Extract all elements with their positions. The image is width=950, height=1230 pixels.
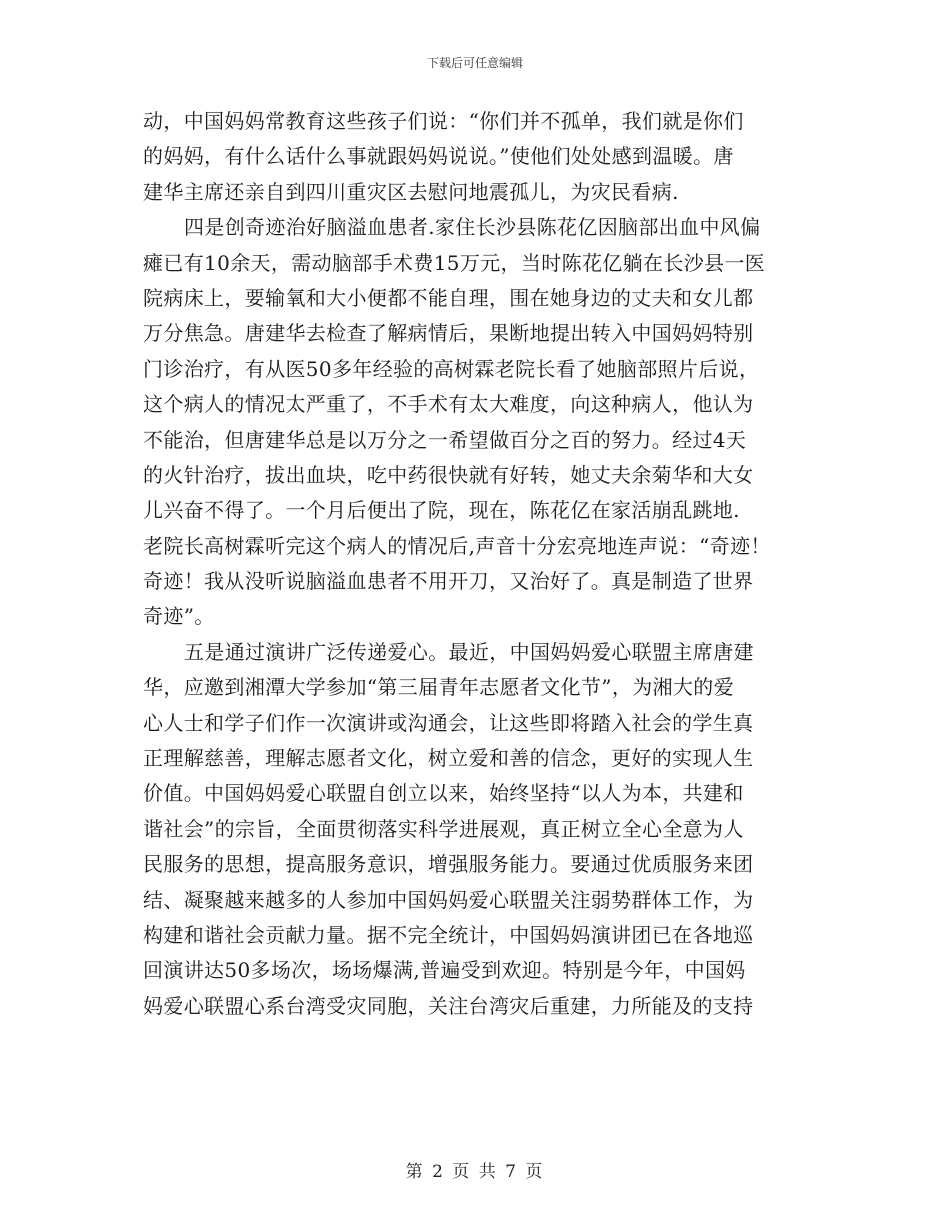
text-line: 结、凝聚越来越多的人参加中国妈妈爱心联盟关注弱势群体工作，为 (143, 887, 754, 912)
paragraph-start-line: 四是创奇迹治好脑溢血患者.家住长沙县陈花亿因脑部出血中风偏 (184, 215, 761, 240)
page-footer: 第 2 页 共 7 页 (405, 1162, 545, 1182)
text-line: 门诊治疗，有从医50多年经验的高树霖老院长看了她脑部照片后说， (143, 356, 760, 381)
text-line: 院病床上，要输氧和大小便都不能自理，围在她身边的丈夫和女儿都 (143, 285, 754, 310)
text-line: 华，应邀到湘潭大学参加“第三届青年志愿者文化节”，为湘大的爱 (143, 675, 734, 700)
text-line: 谐社会”的宗旨，全面贯彻落实科学进展观，真正树立全心全意为人 (143, 816, 744, 841)
paragraph-start-line: 五是通过演讲广泛传递爱心。最近，中国妈妈爱心联盟主席唐建 (184, 639, 754, 664)
text-line: 心人士和学子们作一次演讲或沟通会，让这些即将踏入社会的学生真 (143, 710, 754, 735)
text-line: 动，中国妈妈常教育这些孩子们说：“你们并不孤单，我们就是你们 (143, 109, 744, 133)
text-line: 奇迹！我从没听说脑溢血患者不用开刀，又治好了。真是制造了世界 (143, 569, 754, 594)
text-line: 回演讲达50多场次，场场爆满,普遍受到欢迎。特别是今年，中国妈 (143, 958, 746, 983)
document-body (143, 104, 823, 1024)
text-line: 民服务的思想，提高服务意识，增强服务能力。要通过优质服务来团 (143, 852, 754, 877)
text-line: 老院长高树霖听完这个病人的情况后,声音十分宏亮地连声说：“奇迹！ (143, 533, 771, 558)
text-line: 儿兴奋不得了。一个月后便出了院，现在，陈花亿在家活崩乱跳地. (143, 498, 740, 523)
text-line: 建华主席还亲自到四川重灾区去慰问地震孤儿，为灾民看病. (143, 179, 679, 204)
page-header: 下载后可任意编辑 (426, 56, 523, 70)
text-line: 妈爱心联盟心系台湾受灾同胞，关注台湾灾后重建，力所能及的支持 (143, 993, 754, 1018)
text-line: 的妈妈，有什么话什么事就跟妈妈说说。”使他们处处感到温暖。唐 (143, 144, 734, 169)
text-line: 万分焦急。唐建华去检查了解病情后，果断地提出转入中国妈妈特别 (143, 321, 754, 346)
text-line: 瘫已有10余天，需动脑部手术费15万元，当时陈花亿躺在长沙县一医 (143, 250, 766, 275)
text-line: 这个病人的情况太严重了，不手术有太大难度，向这种病人，他认为 (143, 392, 754, 417)
text-line: 价值。中国妈妈爱心联盟自创立以来，始终坚持“以人为本，共建和 (143, 781, 744, 806)
text-line: 构建和谐社会贡献力量。据不完全统计，中国妈妈演讲团已在各地巡 (143, 922, 754, 947)
text-line: 奇迹”。 (143, 604, 215, 629)
text-line: 的火针治疗，拔出血块，吃中药很快就有好转，她丈夫余菊华和大女 (143, 462, 754, 487)
text-line: 正理解慈善，理解志愿者文化，树立爱和善的信念，更好的实现人生 (143, 746, 754, 771)
text-line: 不能治，但唐建华总是以万分之一希望做百分之百的努力。经过4天 (143, 427, 747, 452)
